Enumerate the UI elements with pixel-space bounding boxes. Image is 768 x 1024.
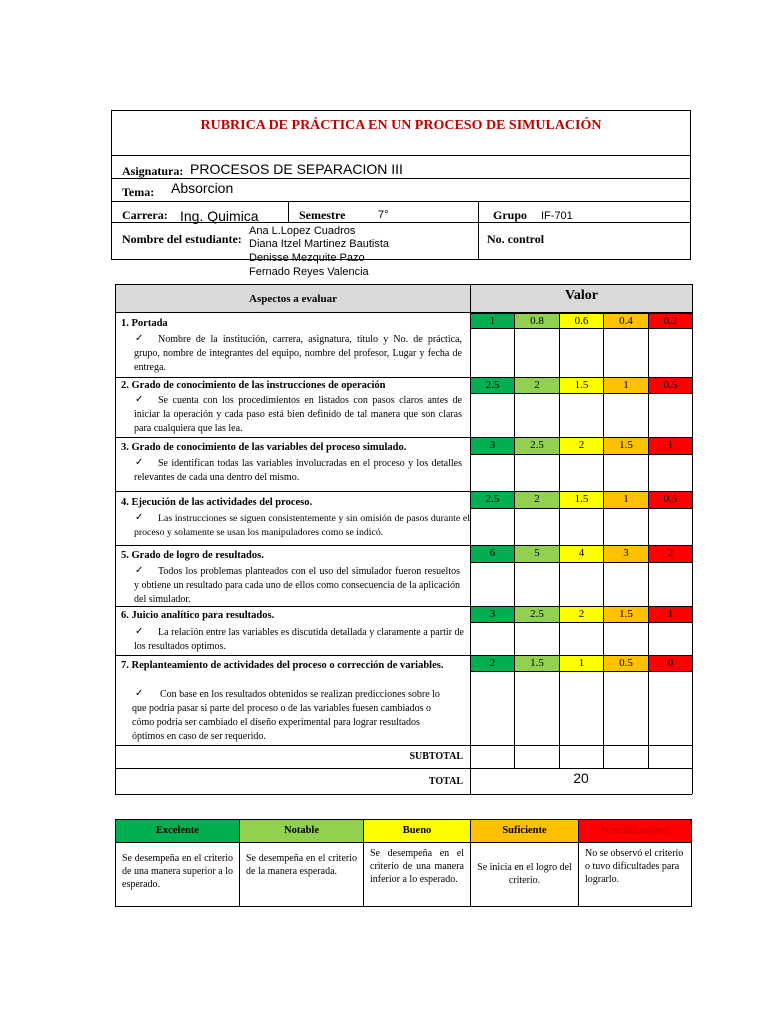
tema-value: Absorcion [171, 180, 234, 196]
score-notable: 2.5 [514, 437, 560, 455]
grupo-label: Grupo [493, 208, 528, 222]
score-excelente: 2.5 [470, 491, 515, 509]
score-notable: 1.5 [514, 655, 560, 672]
score-necesita-mejora: 1 [648, 606, 693, 623]
estudiante-label: Nombre del estudiante: [122, 232, 242, 246]
page-title: RUBRICA DE PRÁCTICA EN UN PROCESO DE SIMULACIÓN [200, 118, 602, 133]
tema-label: Tema: [122, 185, 155, 199]
score-suficiente: 1 [603, 377, 649, 394]
check-icon: ✓ [135, 457, 144, 468]
score-bueno: 2 [559, 606, 604, 623]
carrera-value: Ing. Quimica [180, 208, 259, 224]
divider [288, 201, 289, 222]
score-bueno: 0.6 [559, 313, 604, 329]
criterion-title: 7. Replanteamiento de actividades del proceso o corrección de variables. [121, 660, 444, 671]
asignatura-label: Asignatura: [122, 164, 184, 178]
criterion-desc: Se identifican todas las variables involucradas en el proceso y los detalles relevantes de cada una dentro del mismo. [134, 458, 462, 483]
estudiante-name: Ana L.Lopez Cuadros [249, 225, 356, 237]
check-icon: ✓ [135, 688, 144, 699]
semestre-value: 7° [378, 209, 389, 221]
check-icon: ✓ [135, 512, 144, 523]
score-necesita-mejora: 1 [648, 437, 693, 455]
divider [478, 201, 479, 260]
score-bueno: 1 [559, 655, 604, 672]
score-suficiente: 3 [603, 545, 649, 563]
criterion-title: 4. Ejecución de las actividades del proceso. [121, 497, 313, 508]
asignatura-value: PROCESOS DE SEPARACION III [190, 161, 403, 177]
check-icon: ✓ [135, 333, 144, 344]
score-notable: 0.8 [514, 313, 560, 329]
legend-desc: No se observó el criterio o tuvo dificultades para lograrlo. [578, 842, 692, 907]
valor-header: Valor [565, 288, 598, 303]
criterion-title: 3. Grado de conocimiento de las variables del proceso simulado. [121, 442, 407, 453]
legend-level-suficiente: Suficiente [470, 819, 579, 843]
score-notable: 2 [514, 377, 560, 394]
total-value: 20 [573, 770, 589, 786]
criterion-title: 2. Grado de conocimiento de las instrucciones de operación [121, 380, 386, 391]
score-bueno: 1.5 [559, 377, 604, 394]
score-excelente: 3 [470, 606, 515, 623]
divider [111, 201, 691, 202]
estudiante-name: Fernado Reyes Valencia [249, 266, 369, 278]
check-icon: ✓ [135, 565, 144, 576]
criterion-desc: Se cuenta con los procedimientos en listados con pasos claros antes de iniciar la operación y cada paso está bien definido de tal manera que son claras para cualquiera que las lea. [134, 395, 462, 434]
score-excelente: 3 [470, 437, 515, 455]
total-label: TOTAL [428, 776, 463, 787]
criterion-desc: Todos los problemas planteados con el uso del simulador fueron resueltos y obtiene un resultado para cada uno de ellos como consecuencia de la aplicación del simulador. [134, 566, 460, 605]
semestre-label: Semestre [299, 208, 346, 222]
check-icon: ✓ [135, 394, 144, 405]
divider [115, 794, 692, 795]
score-notable: 2 [514, 491, 560, 509]
score-necesita-mejora: 0.2 [648, 313, 693, 329]
legend-desc: Se desempeña en el criterio de la manera esperada. [239, 842, 364, 907]
criterion-desc: Nombre de la institución, carrera, asignatura, título y No. de práctica, grupo, nombre de integrantes del equipo, nombre del profesor, Lugar y fecha de entrega. [134, 334, 462, 373]
divider [111, 155, 691, 156]
score-notable: 5 [514, 545, 560, 563]
score-excelente: 1 [470, 313, 515, 329]
score-necesita-mejora: 0.5 [648, 377, 693, 394]
score-suficiente: 0.5 [603, 655, 649, 672]
score-excelente: 6 [470, 545, 515, 563]
criterion-desc: La relación entre las variables es discutida detallada y claramente a partir de los resultados optimos. [134, 627, 464, 652]
criterion-desc: Con base en los resultados obtenidos se realizan predicciones sobre lo que podria pasar si parte del proceso o de las variables fuesen cambiados o cómo podria ser cambiado el diseño experimental para lograr resultados óptimos en caso de ser requerido. [132, 689, 440, 742]
legend-level-excelente: Excelente [115, 819, 240, 843]
divider [111, 178, 691, 179]
score-bueno: 2 [559, 437, 604, 455]
criterion-title: 6. Juicio analítico para resultados. [121, 610, 275, 621]
legend-desc: Se inicia en el logro del criterio. [470, 842, 579, 907]
divider [115, 745, 692, 746]
score-excelente: 2 [470, 655, 515, 672]
score-bueno: 1.5 [559, 491, 604, 509]
check-icon: ✓ [135, 626, 144, 637]
legend-desc: Se desempeña en el criterio de una manera superior a lo esperado. [115, 842, 240, 907]
divider [115, 768, 692, 769]
legend-level-notable: Notable [239, 819, 364, 843]
score-necesita-mejora: 0.5 [648, 491, 693, 509]
legend-level-bueno: Bueno [363, 819, 471, 843]
legend-level-necesita-mejora: Necesita mejora [578, 819, 692, 843]
criterion-title: 1. Portada [121, 318, 168, 329]
score-suficiente: 1 [603, 491, 649, 509]
estudiante-name: Diana Itzel Martinez Bautista [249, 238, 390, 250]
grupo-value: IF-701 [541, 210, 573, 222]
criterion-title: 5. Grado de logro de resultados. [121, 550, 264, 561]
score-necesita-mejora: 0 [648, 655, 693, 672]
score-suficiente: 0.4 [603, 313, 649, 329]
score-notable: 2.5 [514, 606, 560, 623]
score-excelente: 2.5 [470, 377, 515, 394]
score-bueno: 4 [559, 545, 604, 563]
criterion-desc: Las instrucciones se siguen consistentemente y sin omisión de pasos durante el proceso y solamente se usan los manipuladores como se indicó. [134, 513, 470, 538]
control-label: No. control [487, 232, 545, 246]
estudiante-name: Denisse Mezquite Pazo [249, 252, 365, 264]
subtotal-label: SUBTOTAL [409, 751, 463, 762]
score-suficiente: 1.5 [603, 606, 649, 623]
carrera-label: Carrera: [122, 208, 168, 222]
score-suficiente: 1.5 [603, 437, 649, 455]
aspects-header: Aspectos a evaluar [249, 293, 337, 305]
score-necesita-mejora: 2 [648, 545, 693, 563]
divider [115, 313, 116, 794]
legend-desc: Se desempeña en el criterio de una manera inferior a lo esperado. [363, 842, 471, 907]
